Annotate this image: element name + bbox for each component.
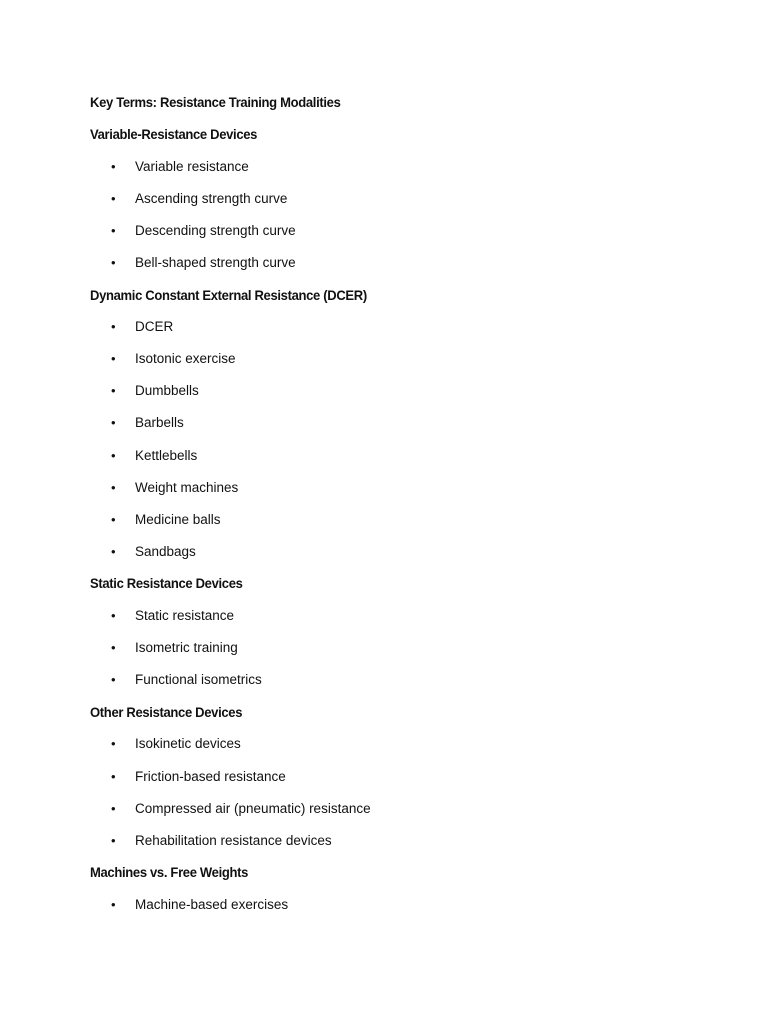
list-item-text: Barbells	[135, 415, 184, 431]
bullet-icon: •	[111, 608, 116, 624]
list-item-text: Bell-shaped strength curve	[135, 255, 296, 271]
section-heading: Other Resistance Devices	[90, 703, 243, 720]
list-item	[90, 375, 690, 407]
list-item	[90, 600, 690, 632]
list-item	[90, 632, 690, 664]
list-item	[90, 439, 690, 471]
list-item-text: Descending strength curve	[135, 222, 296, 238]
bullet-icon: •	[111, 768, 116, 784]
list-item-text: Machine-based exercises	[135, 896, 289, 912]
bullet-icon: •	[111, 736, 116, 752]
bullet-icon: •	[111, 640, 116, 656]
list-item-text: Functional isometrics	[135, 672, 262, 688]
bullet-icon: •	[111, 255, 116, 271]
list-item-text: Compressed air (pneumatic) resistance	[135, 800, 371, 816]
bullet-icon: •	[111, 447, 116, 463]
bullet-icon: •	[111, 896, 116, 912]
list-item-text: Friction-based resistance	[135, 768, 286, 784]
list-item	[90, 792, 690, 824]
section-heading: Machines vs. Free Weights	[90, 864, 249, 881]
list-item	[90, 246, 690, 278]
list-item-text: DCER	[135, 319, 174, 335]
document-title: Key Terms: Resistance Training Modalities	[90, 94, 341, 111]
list-item	[90, 824, 690, 856]
bullet-icon: •	[111, 158, 116, 174]
list-item-text: Kettlebells	[135, 447, 198, 463]
list-item-text: Variable resistance	[135, 158, 249, 174]
list-item-text: Weight machines	[135, 479, 239, 495]
list-item	[90, 760, 690, 792]
section-heading: Dynamic Constant External Resistance (DCER)	[90, 286, 367, 303]
list-item	[90, 503, 690, 535]
list-item	[90, 343, 690, 375]
list-item-text: Isotonic exercise	[135, 351, 236, 367]
list-item	[90, 728, 690, 760]
section-heading: Variable-Resistance Devices	[90, 126, 258, 143]
list-item	[90, 182, 690, 214]
list-item-text: Static resistance	[135, 608, 235, 624]
list-item	[90, 214, 690, 246]
list-item-text: Dumbbells	[135, 383, 199, 399]
bullet-icon: •	[111, 222, 116, 238]
list-item-text: Ascending strength curve	[135, 190, 288, 206]
list-item	[90, 471, 690, 503]
list-item	[90, 311, 690, 343]
list-item	[90, 664, 690, 696]
list-item-text: Sandbags	[135, 543, 196, 559]
list-item	[90, 407, 690, 439]
bullet-icon: •	[111, 415, 116, 431]
list-item-text: Isometric training	[135, 640, 238, 656]
bullet-icon: •	[111, 832, 116, 848]
list-item	[90, 150, 690, 182]
document-body	[90, 86, 690, 920]
list-item-text: Medicine balls	[135, 511, 221, 527]
list-item-text: Isokinetic devices	[135, 736, 241, 752]
bullet-icon: •	[111, 800, 116, 816]
list-item	[90, 888, 690, 920]
bullet-icon: •	[111, 190, 116, 206]
bullet-icon: •	[111, 543, 116, 559]
bullet-icon: •	[111, 319, 116, 335]
bullet-icon: •	[111, 672, 116, 688]
bullet-icon: •	[111, 511, 116, 527]
bullet-icon: •	[111, 351, 116, 367]
bullet-icon: •	[111, 383, 116, 399]
list-item-text: Rehabilitation resistance devices	[135, 832, 332, 848]
bullet-icon: •	[111, 479, 116, 495]
section-heading: Static Resistance Devices	[90, 575, 243, 592]
list-item	[90, 535, 690, 567]
